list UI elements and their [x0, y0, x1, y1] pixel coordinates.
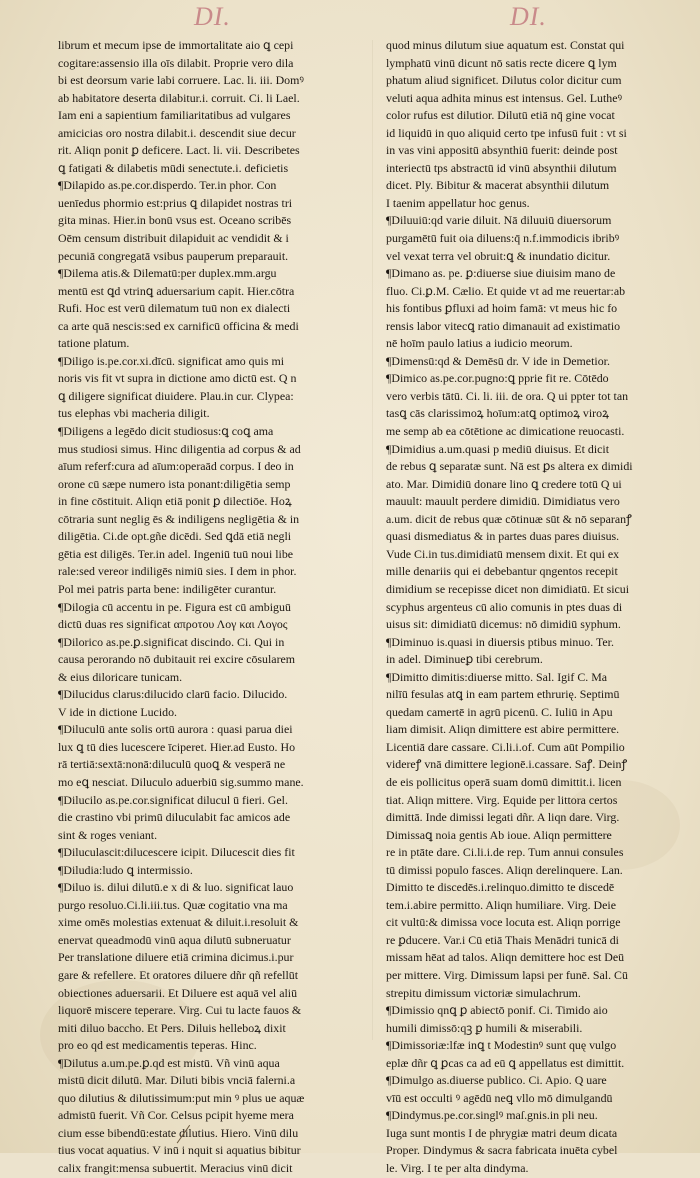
- text-line: Per translatione diluere etiā crimina dicimus.i.pur: [58, 950, 294, 965]
- text-line: mentū est ꝗd vtrinꝗ aduersarium capit. Hier.cōtra: [58, 283, 295, 298]
- text-line: rā tertiā:sextā:nonā:diluculū quoꝗ & vesperā ne: [58, 757, 286, 772]
- text-line: obiectiones aduersarii. Et Diluere est aquā vel aliū: [58, 985, 298, 1000]
- text-line: cium esse bibendū:estate dilutius. Hiero. Vinū dilu: [58, 1125, 299, 1140]
- text-line: color rufus est dilutior. Dilutū etiā nq̄ gine vocat: [386, 108, 615, 123]
- text-line: Pol mei patris parta bene: indiligēter curantur.: [58, 581, 277, 596]
- text-line: per mittere. Virg. Dimissum lapsi per funē. Sal. Cū: [386, 967, 628, 982]
- text-line: phatum aliud significet. Dilutus color dicitur cum: [386, 73, 622, 88]
- text-line: scyphus argenteus cū alio comunis in ptes duas di: [386, 599, 623, 614]
- text-line: gita minas. Hier.in bonū vsus est. Oceano scribēs: [58, 213, 292, 228]
- text-line: ¶Diludia:ludo ꝗ intermissio.: [58, 862, 193, 877]
- text-line: nē hoīm paulo latius a iudicio meorum.: [386, 336, 573, 351]
- text-line: lux ꝗ tū dies lucescere īciperet. Hier.ad Eusto. Ho: [58, 739, 296, 754]
- text-line: xime omēs molestias extenuat & diluit.i.resoluit &: [58, 915, 299, 930]
- text-line: lymphatū vinū dicunt nō satis recte dicere ꝗ lym: [386, 55, 617, 70]
- text-line: Licentiā dare cassare. Ci.li.i.of. Cum aūt Pompilio: [386, 739, 625, 754]
- text-line: ¶Dilucidus clarus:dilucido clarū facio. Dilucido.: [58, 687, 288, 702]
- text-line: dicet. Ply. Bibitur & macerat absynthii dilutum: [386, 178, 610, 193]
- text-line: tū dimissi populo fasces. Aliqn derelinquere. Lan.: [386, 862, 623, 877]
- text-line: missam hēat ad talos. Aliqn demittere hoc est Deū: [386, 950, 625, 965]
- text-line: ꝗ diligere significat diuidere. Plau.in cur. Clypea:: [58, 388, 294, 403]
- text-line: tiat. Aliqn mittere. Virg. Equide per littora certos: [386, 792, 618, 807]
- text-line: enervat queadmodū vinū aqua dilutū subneruatur: [58, 932, 291, 947]
- text-line: mauult: mauult perdere dimidiū. Dimidiatus vero: [386, 494, 620, 509]
- text-line: interiectū tps abstractū id vinū absynthii dilutum: [386, 160, 617, 175]
- text-line: ¶Diminuo is.quasi in diuersis ptibus minuo. Ter.: [386, 634, 614, 649]
- text-line: cit vultū:& dimissa voce locuta est. Aliqn porrige: [386, 915, 621, 930]
- running-head-left: DI.: [194, 2, 231, 31]
- text-line: gētia est diligēs. Ter.in adel. Ingeniū tuū noui libe: [58, 546, 294, 561]
- text-line: vero verbis tātū. Ci. li. iii. de ora. Q ui ppter tot tan: [386, 388, 629, 403]
- text-line: ¶Dimissio qnꝗ ꝑ abiectō ponif. Ci. Timido aio: [386, 1003, 608, 1018]
- text-line: ¶Dilucilo as.pe.cor.significat dilucul ū fieri. Gel.: [58, 792, 288, 807]
- text-line: re in ptāte dare. Ci.li.i.de rep. Tum annui consules: [386, 845, 624, 860]
- text-line: strepitu dimissum victoriæ simulachrum.: [386, 985, 581, 1000]
- text-line: gare & refellere. Et oratores diluere dñr qñ refellūt: [58, 967, 299, 982]
- text-line: eplæ dñr ꝗ ꝑcas ca ad eū ꝗ appellatus est dimittit.: [386, 1055, 625, 1070]
- text-line: ¶Dilogia cū accentu in pe. Figura est cū ambiguū: [58, 599, 291, 614]
- text-line: re ꝑducere. Var.i Cū etiā Thais Menādri tunicā di: [386, 932, 619, 947]
- text-line: orone cū sæpe numero ista ponant:diligētia semp: [58, 476, 291, 491]
- text-line: ca arte quā nescis:sed ex carnificū officina & medi: [58, 318, 299, 333]
- text-line: ato. Mar. Dimidiū donare lino ꝗ credere totū Q ui: [386, 476, 622, 491]
- text-line: cogitare:assensio illa oīs dilabit. Proprie vero dila: [58, 55, 294, 70]
- text-line: cōtraria sunt neglig ēs & indiligens negligētia & in: [58, 511, 300, 526]
- text-line: uisus sit: dimidiatū dicemus: nō dimidiū syphum.: [386, 617, 621, 632]
- text-line: I taenim appellatur hoc genus.: [386, 195, 530, 210]
- left-column: [58, 37, 358, 1178]
- text-line: mus studiosi simus. Hinc diligentia ad corpus & ad: [58, 441, 301, 456]
- text-line: ¶Dimitto dimitis:diuerse mitto. Sal. Igif C. Ma: [386, 669, 608, 684]
- text-line: in adel. Diminueꝑ tibi cerebrum.: [386, 652, 543, 667]
- text-line: Iam eni a sapientium familiaritatibus ad vulgares: [58, 108, 291, 123]
- text-line: purgamētū fuit oia diluens:q̄ n.f.immodicis ibribꝰ: [386, 231, 620, 246]
- text-line: de rebus ꝗ separatæ sunt. Nā est ꝑs altera ex dimidi: [386, 459, 633, 474]
- text-line: bi est deorsum varie labi corruere. Lac. li. iii. Domꝰ: [58, 73, 304, 88]
- text-line: Dimissaꝗ noia gentis Ab ioue. Aliqn permittere: [386, 827, 612, 842]
- text-line: quedam camertē in agrū picenū. C. Iuliū in Apu: [386, 704, 613, 719]
- text-line: mo eꝗ nesciat. Diluculo aduerbiū sig.summo mane.: [58, 774, 304, 789]
- text-line: rale:sed vereor indiligēs nimiū sies. I dem in phor.: [58, 564, 297, 579]
- text-line: videreꝭ vnā dimittere legionē.i.cassare. Saꝭ. Deinꝭ: [386, 757, 628, 772]
- text-line: fluo. Ci.ꝑ.M. Cælio. Et quide vt ad me reuertar:ab: [386, 283, 626, 298]
- text-line: his fontibus ꝑfluxi ad hoim famā: vt meus hic fo: [386, 301, 618, 316]
- text-line: ¶Diluculascit:dilucescere icipit. Dilucescit dies fit: [58, 845, 295, 860]
- text-line: ¶Diluculū ante solis ortū aurora : quasi parua diei: [58, 722, 293, 737]
- text-line: ¶Dimidius a.um.quasi p mediū diuisus. Et dicit: [386, 441, 610, 456]
- running-head-right: DI.: [510, 2, 547, 31]
- text-line: mille denariis qui ei debebantur qngentos recepit: [386, 564, 618, 579]
- text-line: me semp ab ea cōtētione ac dimicatione reuocasti.: [386, 424, 625, 439]
- text-line: causa perorando nō dubitauit rei excire cōsularem: [58, 652, 296, 667]
- text-line: pro eo qd est medicamentis teperas. Hinc.: [58, 1038, 257, 1053]
- text-line: ¶Dimico as.pe.cor.pugno:ꝗ pprie fit re. Cōtēdo: [386, 371, 609, 386]
- text-line: uenīedus phormio est:prius ꝗ dilapidet nostras tri: [58, 195, 293, 210]
- text-line: a.um. dicit de rebus quæ cōtinuæ sūt & nō separanꝭ: [386, 511, 632, 526]
- text-line: ¶Dilema atis.& Dilematū:per duplex.mm.argu: [58, 266, 277, 281]
- text-line: in vas vini appositū absynthiū fuerit: deinde post: [386, 143, 618, 158]
- text-line: amicicias oro nostra dilabit.i. descendit siue decur: [58, 125, 296, 140]
- text-line: id liquidū in quo aliquid certo tpe infusū fuit : vt si: [386, 125, 627, 140]
- text-line: ¶Diligo is.pe.cor.xi.dīcū. significat amo quis mi: [58, 353, 284, 368]
- text-line: vel vexat terra vel obruit:ꝗ & inundatio dicitur.: [386, 248, 611, 263]
- text-line: sint & roges veniant.: [58, 827, 158, 842]
- right-column: [386, 37, 684, 1178]
- text-line: tem.i.abire permitto. Aliqn humiliare. Virg. Deie: [386, 897, 617, 912]
- text-line: vīū est occulti ꝰ agēdū neꝗ vllo mō dimulgandū: [386, 1090, 613, 1105]
- text-line: diligētia. Ci.de opt.gñe dicēdi. Sed ꝗdā etiā negli: [58, 529, 292, 544]
- text-line: liam dimisit. Aliqn dimittere est abire permittere.: [386, 722, 620, 737]
- text-line: Iuga sunt montis I de phrygiæ matri deum dicata: [386, 1125, 618, 1140]
- text-line: quasi dismediatus & in partes duas pares diuisus.: [386, 529, 620, 544]
- text-line: quo dilutius & dilutissimum:put min ꝰ plus ue aquæ: [58, 1090, 305, 1105]
- text-line: ¶Dimano as. pe. ꝑ:diuerse siue diuisim mano de: [386, 266, 616, 281]
- text-line: librum et mecum ipse de immortalitate aio ꝗ cepi: [58, 38, 294, 52]
- text-line: Rufi. Hoc est verū dilematum tuū non ex dialecti: [58, 301, 291, 316]
- text-line: V ide in dictione Lucido.: [58, 704, 177, 719]
- text-line: Dimitto te discedēs.i.relinquo.dimitto te discedē: [386, 880, 615, 895]
- text-line: Oēm censum distribuit dilapiduit ac vendidit & i: [58, 231, 289, 246]
- text-line: ¶Dilapido as.pe.cor.disperdo. Ter.in phor. Con: [58, 178, 277, 193]
- text-line: Vude Ci.in tus.dimidiatū mensem dixit. Et qui ex: [386, 546, 620, 561]
- text-line: die crastino vbi primū diluculabit fac amicos ade: [58, 810, 291, 825]
- text-line: quod minus dilutum siue aquatum est. Constat qui: [386, 38, 625, 52]
- text-line: pecuniā congregatā vsibus pauperum preparauit.: [58, 248, 289, 263]
- text-line: Proper. Dindymus & sacra fabricata inuēta cybel: [386, 1143, 618, 1158]
- text-line: humili dimissō:qꝫ ꝑ humili & miserabili.: [386, 1020, 583, 1035]
- text-line: calix frangit:mensa subuertit. Meracius vinū dicit: [58, 1161, 293, 1175]
- text-line: dimidium se recepisse dicet non dimidiatū. Et sicui: [386, 581, 630, 596]
- text-line: tasꝗ cās clarissimoꝝ hoīum:atꝗ optimoꝝ viroꝝ: [386, 406, 609, 421]
- text-line: dimittā. Inde dimissi legati dñr. A liqn dare. Virg.: [386, 810, 620, 825]
- text-line: ꝗ fatigati & dilabetis mūdi senectute.i. deficietis: [58, 160, 289, 175]
- text-line: mistū dicit dilutū. Mar. Diluti bibis vnciā falerni.a: [58, 1073, 296, 1088]
- text-line: ¶Dimissoriæ:lfæ inꝗ t Modestinꝰ sunt quę vulgo: [386, 1038, 617, 1053]
- text-line: & eius diloricare tunicam.: [58, 669, 183, 684]
- text-line: admistū fuerit. Vñ Cor. Celsus pcipit hyeme mera: [58, 1108, 294, 1123]
- text-line: ¶Dimulgo as.diuerse publico. Ci. Apio. Q uare: [386, 1073, 607, 1088]
- text-line: ¶Dindymus.pe.cor.singlꝰ maſ.gnis.in pli neu.: [386, 1108, 598, 1123]
- text-line: ¶Diluuiū:qd varie diluit. Nā diluuiū diuersorum: [386, 213, 612, 228]
- text-line: aīum referf:cura ad aīum:operaād corpus. I deo in: [58, 459, 294, 474]
- text-line: dictū duas res significat απροτου Λογ και Λογος: [58, 617, 288, 632]
- text-line: de eis pollicitus operā suam domū dimittit.i. licen: [386, 774, 622, 789]
- text-line: rit. Aliqn ponit ꝑ deficere. Lact. li. vii. Describetes: [58, 143, 300, 158]
- text-line: purgo resoluo.Ci.li.iii.tus. Quæ cogitatio vna ma: [58, 897, 288, 912]
- text-line: ¶Diluo is. dilui dilutū.e x di & luo. significat lauo: [58, 880, 294, 895]
- text-line: ¶Diligens a legēdo dicit studiosus:ꝗ coꝗ ama: [58, 424, 274, 439]
- text-line: tus elephas vbi macheria diligit.: [58, 406, 210, 421]
- text-line: ¶Dilorico as.pe.ꝑ.significat discindo. Ci. Qui in: [58, 634, 285, 649]
- text-line: tatione platum.: [58, 336, 130, 351]
- text-line: le. Virg. I te per alta dindyma.: [386, 1161, 529, 1175]
- text-line: ¶Dimensū:qd & Demēsū dr. V ide in Demetior.: [386, 353, 610, 368]
- text-line: ab habitatore deserta dilabitur.i. corruit. Ci. li Lael.: [58, 90, 300, 105]
- text-line: ¶Dilutus a.um.pe.ꝑ.qd est mistū. Vñ vinū aqua: [58, 1055, 280, 1070]
- text-line: in fine cōstituit. Aliqn etiā ponit ꝑ dilectiōe. Hoꝝ: [58, 494, 292, 509]
- text-line: nilīū fesulas atꝗ in eam partem ethrurię. Septimū: [386, 687, 620, 702]
- text-line: noris vis fit vt supra in dictione amo dictū est. Q n: [58, 371, 297, 386]
- text-line: veluti aqua adhita minus est intensus. Gel. Lutheꝰ: [386, 90, 623, 105]
- text-line: liquorē miscere teperare. Virg. Cui tu lacte fauos &: [58, 1003, 302, 1018]
- text-line: tius vocat aquatius. V inū i nquit si aquatius bibitur: [58, 1143, 301, 1158]
- column-gutter: [372, 40, 373, 1040]
- text-line: miti diluo baccho. Et Pers. Diluis helleboꝝ dixit: [58, 1020, 286, 1035]
- text-line: rensis labor vitecꝗ ratio dimanauit ad existimatio: [386, 318, 621, 333]
